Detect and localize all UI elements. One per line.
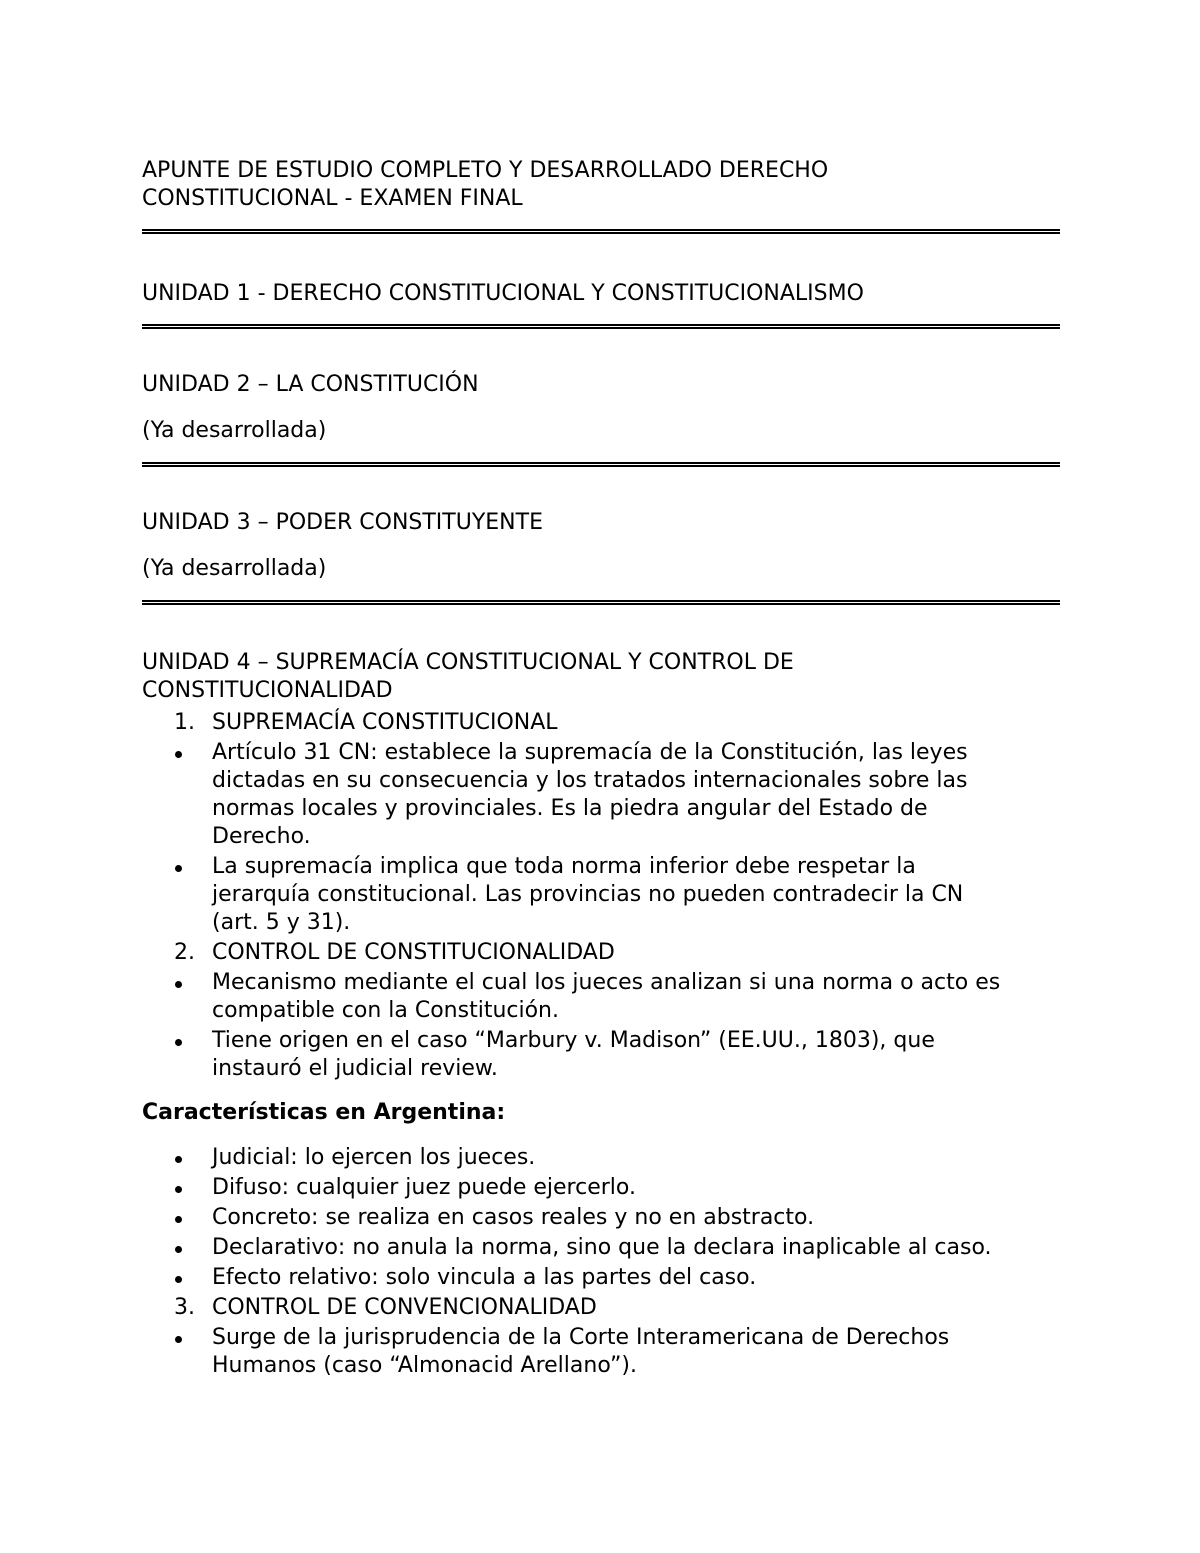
list-item-text: Judicial: lo ejercen los jueces. <box>212 1145 536 1170</box>
bullet-item <box>142 1027 1060 1083</box>
list-item-text: Concreto: se realiza en casos reales y no en abstracto. <box>212 1205 815 1230</box>
bullet-item <box>142 1144 1060 1172</box>
bullet-icon <box>175 1246 182 1253</box>
list-item-text: SUPREMACÍA CONSTITUCIONAL <box>212 710 558 735</box>
bullet-item <box>142 1174 1060 1202</box>
list-item-line: jerarquía constitucional. Las provincias no pueden contradecir la CN <box>212 882 964 907</box>
unit-4-list <box>142 709 1060 1083</box>
bullet-icon <box>175 1216 182 1223</box>
section-divider <box>142 600 1060 605</box>
list-item-line: (art. 5 y 31). <box>212 910 351 935</box>
unit-3-heading: UNIDAD 3 – PODER CONSTITUYENTE <box>142 510 543 535</box>
section-divider <box>142 324 1060 329</box>
list-item-line: Humanos (caso “Almonacid Arellano”). <box>212 1353 637 1378</box>
list-item-text: Declarativo: no anula la norma, sino que la declara inaplicable al caso. <box>212 1235 992 1260</box>
bullet-icon <box>175 751 182 758</box>
unit-2-heading: UNIDAD 2 – LA CONSTITUCIÓN <box>142 372 479 397</box>
unit-4-heading-line-1: UNIDAD 4 – SUPREMACÍA CONSTITUCIONAL Y CONTROL DE <box>142 650 794 675</box>
bullet-icon <box>175 1276 182 1283</box>
unit-4-heading-line-2: CONSTITUCIONALIDAD <box>142 678 393 703</box>
list-item-line: Artículo 31 CN: establece la supremacía de la Constitución, las leyes <box>212 740 968 765</box>
list-number: 2. <box>174 940 195 965</box>
list-item-line: compatible con la Constitución. <box>212 998 559 1023</box>
list-item-line: Tiene origen en el caso “Marbury v. Madison” (EE.UU., 1803), que <box>212 1028 935 1053</box>
bullet-item <box>142 739 1060 851</box>
bullet-icon <box>175 1156 182 1163</box>
bullet-icon <box>175 1039 182 1046</box>
section-divider <box>142 462 1060 467</box>
numbered-item <box>142 1294 1060 1322</box>
list-item-line: dictadas en su consecuencia y los tratados internacionales sobre las <box>212 768 968 793</box>
section-divider <box>142 229 1060 234</box>
document-title <box>142 157 1060 213</box>
list-item-text: Difuso: cualquier juez puede ejercerlo. <box>212 1175 636 1200</box>
document-page <box>142 157 1060 1380</box>
unit-3-note: (Ya desarrollada) <box>142 556 327 581</box>
unit-4-heading <box>142 649 1060 705</box>
list-item-line: La supremacía implica que toda norma inferior debe respetar la <box>212 854 916 879</box>
bullet-icon <box>175 1186 182 1193</box>
list-number: 3. <box>174 1295 195 1320</box>
list-item-line: normas locales y provinciales. Es la piedra angular del Estado de <box>212 796 928 821</box>
unit-2-note: (Ya desarrollada) <box>142 418 327 443</box>
list-item-line: Surge de la jurisprudencia de la Corte Interamericana de Derechos <box>212 1325 950 1350</box>
title-line-1: APUNTE DE ESTUDIO COMPLETO Y DESARROLLADO DERECHO <box>142 158 829 183</box>
bullet-item <box>142 1234 1060 1262</box>
title-line-2: CONSTITUCIONAL - EXAMEN FINAL <box>142 186 523 211</box>
bullet-icon <box>175 1336 182 1343</box>
characteristics-heading: Características en Argentina: <box>142 1100 506 1125</box>
bullet-icon <box>175 865 182 872</box>
list-item-text: Efecto relativo: solo vincula a las partes del caso. <box>212 1265 757 1290</box>
numbered-item <box>142 939 1060 967</box>
list-item-text: CONTROL DE CONVENCIONALIDAD <box>212 1295 597 1320</box>
bullet-icon <box>175 981 182 988</box>
bullet-item <box>142 1324 1060 1380</box>
bullet-item <box>142 969 1060 1025</box>
list-item-line: Derecho. <box>212 824 311 849</box>
list-item-line: Mecanismo mediante el cual los jueces analizan si una norma o acto es <box>212 970 1001 995</box>
list-item-text: CONTROL DE CONSTITUCIONALIDAD <box>212 940 615 965</box>
bullet-item <box>142 853 1060 937</box>
unit-1-heading: UNIDAD 1 - DERECHO CONSTITUCIONAL Y CONSTITUCIONALISMO <box>142 281 864 306</box>
characteristics-list <box>142 1144 1060 1380</box>
list-number: 1. <box>174 710 195 735</box>
bullet-item <box>142 1204 1060 1232</box>
list-item-line: instauró el judicial review. <box>212 1056 498 1081</box>
bullet-item <box>142 1264 1060 1292</box>
numbered-item <box>142 709 1060 737</box>
